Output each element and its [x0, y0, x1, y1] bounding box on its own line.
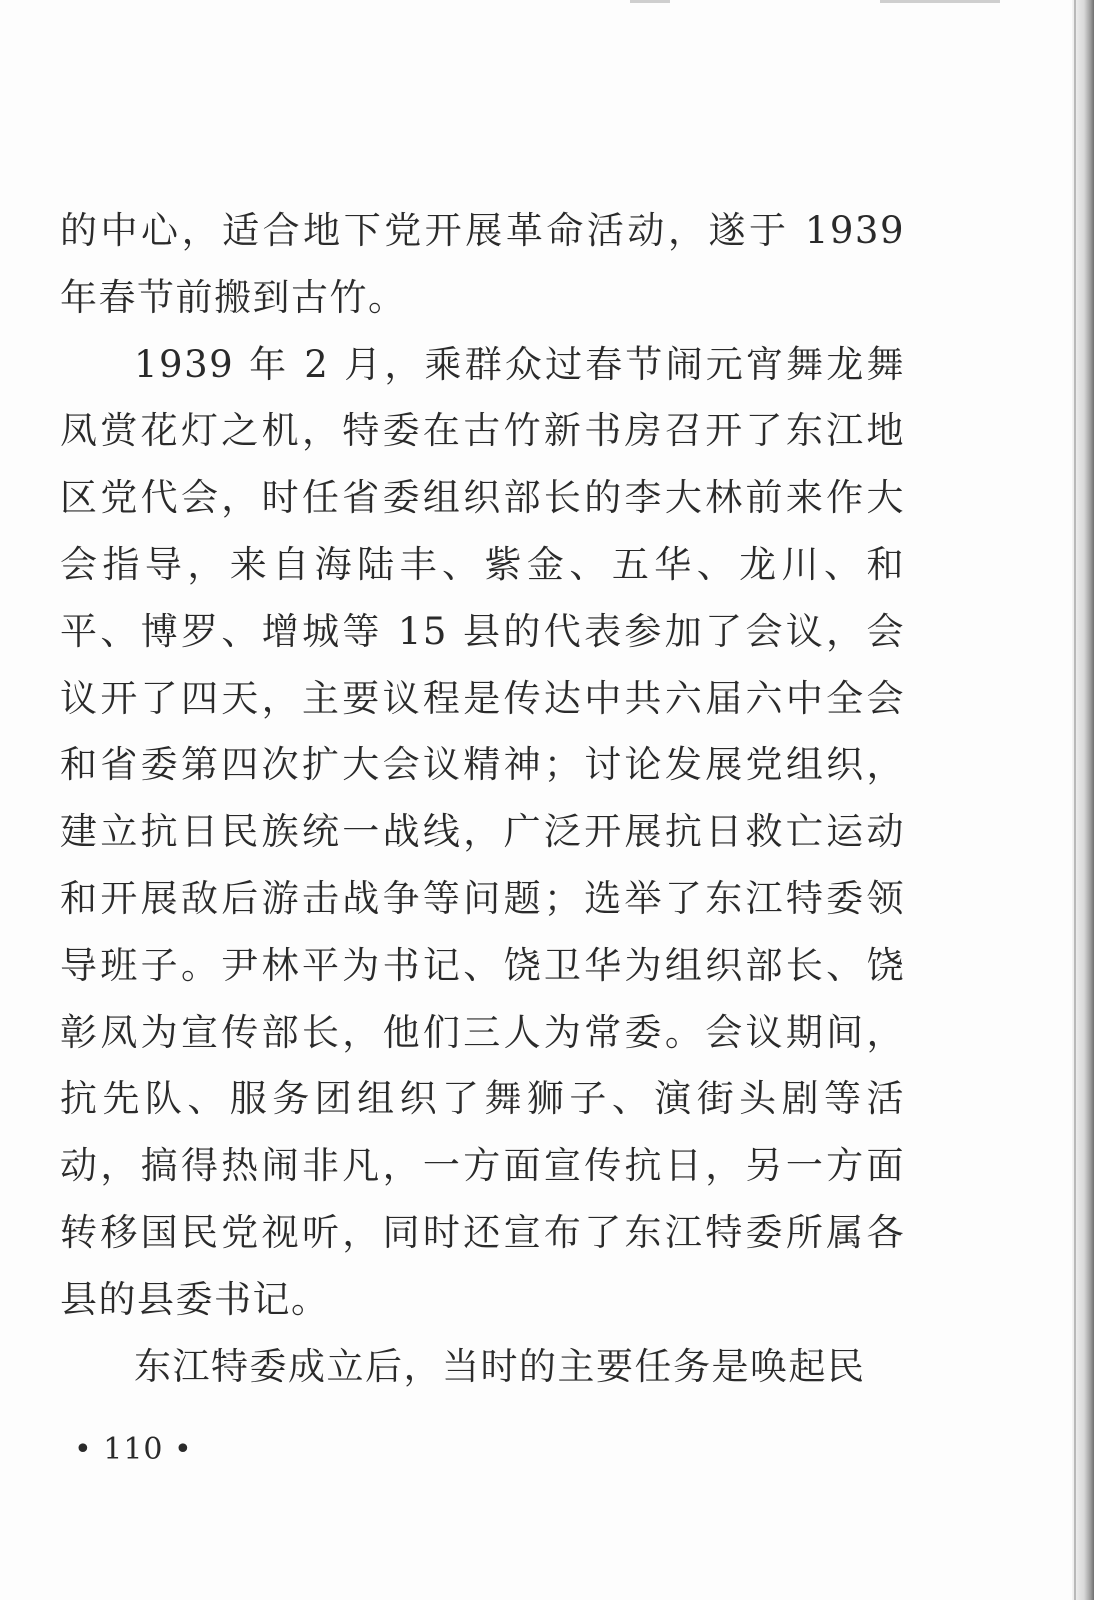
- body-text: [60, 198, 905, 1400]
- scan-speck: [630, 0, 670, 3]
- paragraph-3: 东江特委成立后，当时的主要任务是唤起民: [134, 1344, 866, 1388]
- page-edge-line: [1074, 0, 1076, 1600]
- paragraph-2: 1939 年 2 月，乘群众过春节闹元宵舞龙舞凤赏花灯之机，特委在古竹新书房召开了东江地区党代会，时任省委组织部长的李大林前来作大会指导，来自海陆丰、紫金、五华、龙川、和平、博罗、增城等 15 县的代表参加了会议，会议开了四天，主要议程是传达中共六届六中全会和省委第四次扩大会议精神；讨论发展党组织，建立抗日民族统一战线，广泛开展抗日救亡运动和开展敌后游击战争等问题；选举了东江特委领导班子。尹林平为书记、饶卫华为组织部长、饶彰凤为宣传部长，他们三人为常委。会议期间，抗先队、服务团组织了舞狮子、演街头剧等活动，搞得热闹非凡，一方面宣传抗日，另一方面转移国民党视听，同时还宣布了东江特委所属各县的县委书记。: [60, 342, 905, 1321]
- paragraph-1: 的中心，适合地下党开展革命活动，遂于 1939 年春节前搬到古竹。: [60, 209, 905, 319]
- scan-speck: [880, 0, 1000, 3]
- page-number: • 110 •: [74, 1432, 193, 1467]
